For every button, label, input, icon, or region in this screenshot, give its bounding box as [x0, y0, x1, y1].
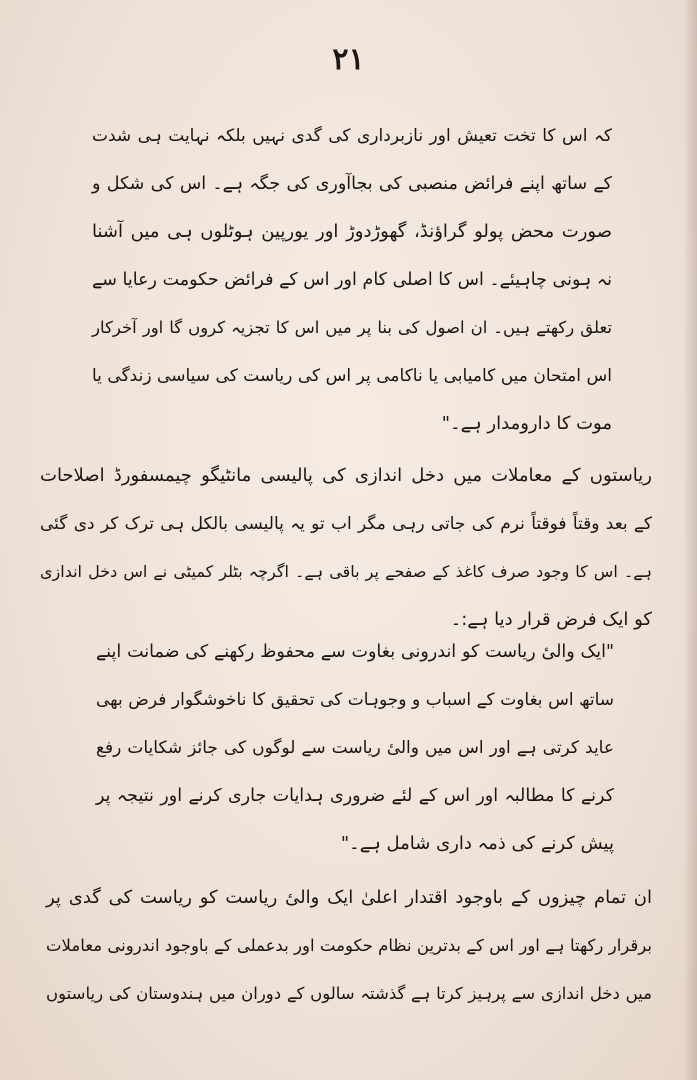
text-line: برقرار رکھتا ہے اور اس کے بدترین نظام حکومت اور بدعملی کے باوجود اندرونی معاملات	[46, 936, 652, 955]
block-quote-butler-committee	[96, 628, 614, 868]
text-line: کہ اس کا تخت تعیش اور نازبرداری کی گدی نہیں بلکہ نہایت ہی شدت	[92, 126, 612, 146]
text-line: پیش کرنے کی ذمہ داری شامل ہے۔"	[340, 833, 614, 854]
page-edge-shadow	[683, 0, 697, 1080]
text-line: ان تمام چیزوں کے باوجود اقتدار اعلیٰ ایک والیٔ ریاست کو ریاست کی گدی پر	[46, 887, 652, 908]
text-line: "ایک والیٔ ریاست کو اندرونی بغاوت سے محفوظ رکھنے کی ضمانت اپنے	[96, 642, 614, 662]
text-line: کے ساتھ اپنے فرائض منصبی کی بجاآوری کی جگہ ہے۔ اس کی شکل و	[92, 174, 612, 194]
text-line: ریاستوں کے معاملات میں دخل اندازی کی پالیسی مانٹیگو چیمسفورڈ اصلاحات	[40, 465, 652, 486]
text-line: کرنے کا مطالبہ اور اس کے لئے ضروری ہدایات جاری کرنے اور نتیجہ پر	[96, 786, 614, 806]
text-line: کے بعد وقتاً فوقتاً نرم کی جاتی رہی مگر اب تو یہ پالیسی بالکل ہی ترک کر دی گئی	[40, 514, 652, 534]
paragraph-paramount-power	[46, 874, 652, 1018]
text-line: عاید کرتی ہے اور اس میں والیٔ ریاست سے لوگوں کی جائز شکایات رفع	[96, 738, 614, 758]
paragraph-intervention-policy	[40, 452, 652, 644]
text-line: ساتھ اس بغاوت کے اسباب و وجوہات کی تحقیق کا ناخوشگوار فرض بھی	[96, 690, 614, 710]
text-line: اس امتحان میں کامیابی یا ناکامی پر اس کی ریاست کی سیاسی زندگی یا	[92, 366, 612, 386]
text-line: نہ ہونی چاہیئے۔ اس کا اصلی کام اور اس کے فرائض حکومت رعایا سے	[92, 270, 612, 290]
paragraph-quote-end	[92, 112, 612, 448]
text-line: میں دخل اندازی سے پرہیز کرتا ہے گذشتہ سالوں کے دوران میں ہندوستان کی ریاستوں	[46, 984, 652, 1003]
text-line: صورت محض پولو گراؤنڈ، گھوڑدوڑ اور یورپین ہوٹلوں ہی میں آشنا	[92, 221, 612, 242]
page-number: ۲۱	[332, 42, 365, 77]
text-line: کو ایک فرض قرار دیا ہے:۔	[450, 609, 652, 630]
text-line: ہے۔ اس کا وجود صرف کاغذ کے صفحے پر باقی ہے۔ اگرچہ بٹلر کمیٹی نے اس دخل اندازی	[40, 562, 652, 581]
text-line: موت کا دارومدار ہے۔"	[441, 413, 612, 434]
text-line: تعلق رکھتے ہیں۔ ان اصول کی بنا پر میں اس کا تجزیہ کروں گا اور آخرکار	[92, 318, 612, 337]
